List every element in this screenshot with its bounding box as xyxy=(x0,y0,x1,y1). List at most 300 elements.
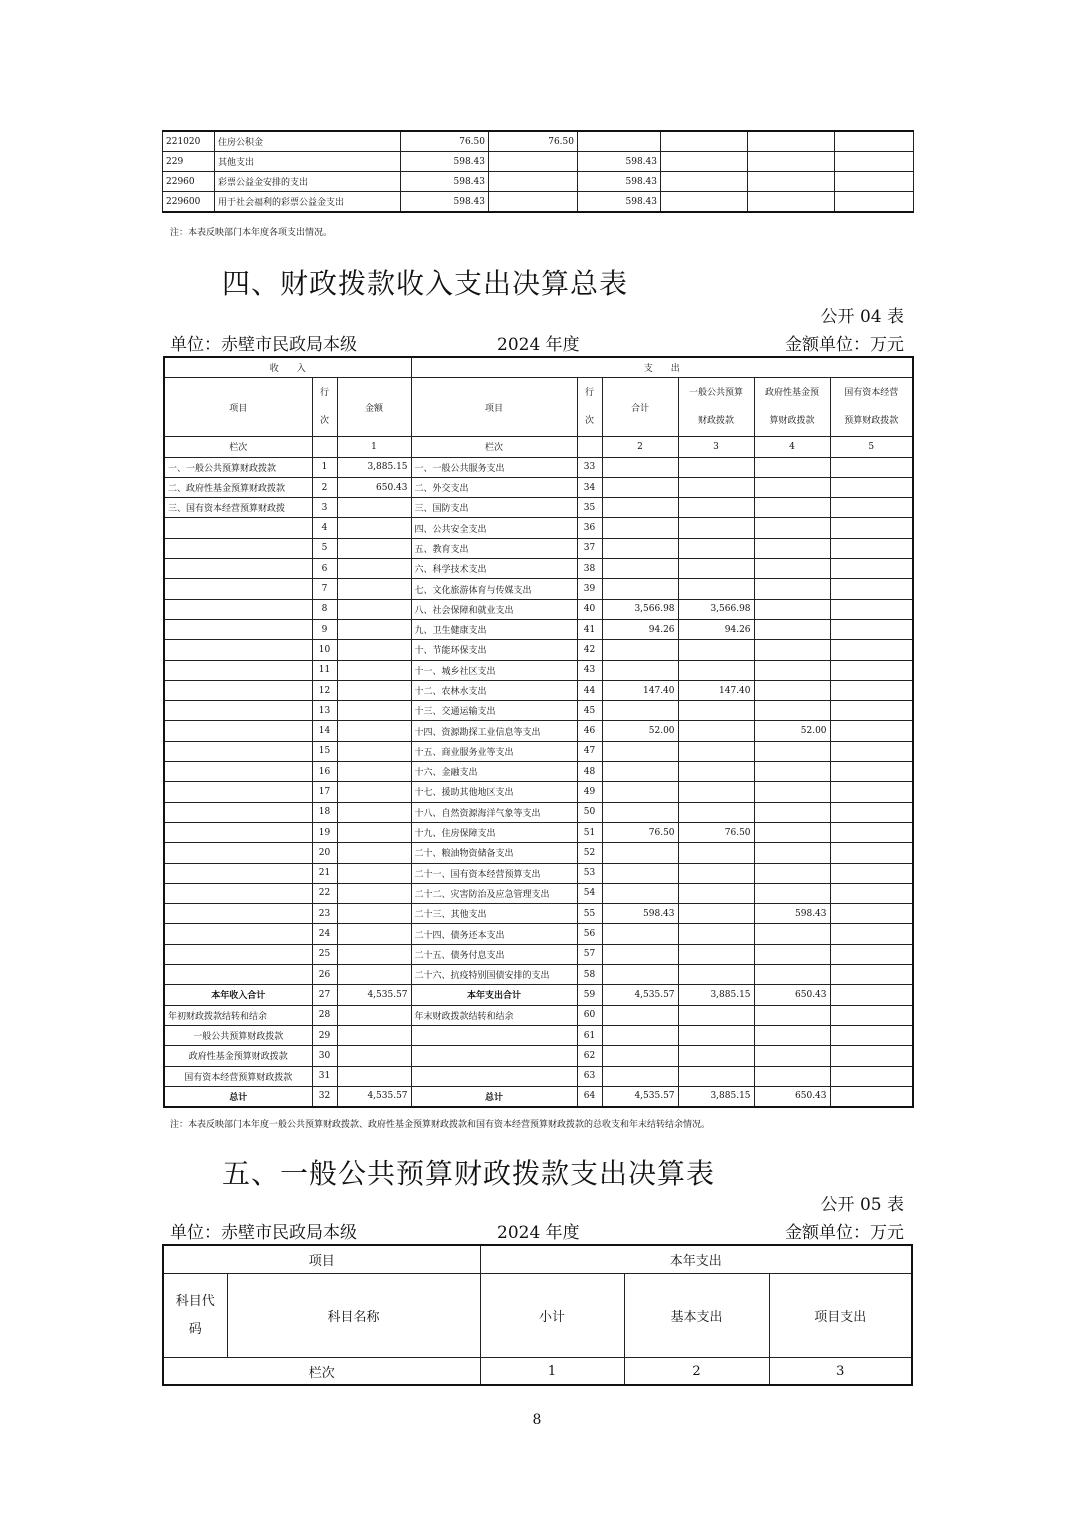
expense-line-no: 53 xyxy=(577,863,602,883)
expense-line-no: 40 xyxy=(577,599,602,619)
income-item: 总计 xyxy=(164,1086,312,1107)
income-amount xyxy=(337,802,411,822)
gov-fund-value xyxy=(754,924,830,944)
subject-code: 22960 xyxy=(163,172,215,192)
empty-cell xyxy=(748,131,835,152)
table-row xyxy=(164,741,913,761)
col-index-3: 3 xyxy=(678,437,754,457)
t3-col-3: 3 xyxy=(769,1358,912,1386)
gov-fund-value xyxy=(754,1066,830,1086)
expense-item: 本年支出合计 xyxy=(411,985,577,1005)
expense-total xyxy=(602,883,678,903)
expense-line-no: 37 xyxy=(577,538,602,558)
general-budget-value xyxy=(678,782,754,802)
expense-line-no: 44 xyxy=(577,680,602,700)
expense-total xyxy=(602,640,678,660)
expense-line-no: 48 xyxy=(577,762,602,782)
table-row xyxy=(163,131,914,152)
income-line-no: 20 xyxy=(312,843,337,863)
expense-detail-table xyxy=(162,130,914,213)
expense-total xyxy=(602,1046,678,1066)
income-amount xyxy=(337,579,411,599)
table-row xyxy=(164,599,913,619)
table-row xyxy=(164,579,913,599)
general-budget-value xyxy=(678,762,754,782)
expense-item: 八、社会保障和就业支出 xyxy=(411,599,577,619)
expense-line-no: 36 xyxy=(577,518,602,538)
section4-title: 四、财政拨款收入支出决算总表 xyxy=(222,267,629,300)
t3-project-header: 项目支出 xyxy=(769,1274,912,1358)
income-line-no: 12 xyxy=(312,680,337,700)
general-budget-value xyxy=(678,802,754,822)
income-line-no: 10 xyxy=(312,640,337,660)
expense-item: 十、节能环保支出 xyxy=(411,640,577,660)
t3-col-2: 2 xyxy=(624,1358,769,1386)
income-amount xyxy=(337,1025,411,1045)
expense-item: 二十、粮油物资储备支出 xyxy=(411,843,577,863)
income-item: 年初财政拨款结转和结余 xyxy=(164,1005,312,1025)
t3-subheader-row xyxy=(163,1274,912,1358)
soe-value xyxy=(830,721,913,741)
general-budget-value: 3,566.98 xyxy=(678,599,754,619)
expense-line-no: 38 xyxy=(577,559,602,579)
income-line-header: 行 次 xyxy=(312,378,337,437)
expense-item: 十九、住房保障支出 xyxy=(411,822,577,842)
total-value: 598.43 xyxy=(401,172,489,192)
fiscal-summary-table xyxy=(163,356,914,1108)
total-value: 598.43 xyxy=(401,192,489,213)
table-row xyxy=(163,172,914,192)
income-line-no: 27 xyxy=(312,985,337,1005)
general-budget-value: 147.40 xyxy=(678,680,754,700)
income-line-no: 29 xyxy=(312,1025,337,1045)
income-line-no: 30 xyxy=(312,1046,337,1066)
income-amount xyxy=(337,965,411,985)
general-budget-value: 94.26 xyxy=(678,619,754,639)
table-row xyxy=(164,498,913,518)
income-item xyxy=(164,559,312,579)
income-item: 二、政府性基金预算财政拨款 xyxy=(164,477,312,497)
gov-fund-value: 650.43 xyxy=(754,985,830,1005)
t3-code-header: 科目代 码 xyxy=(163,1274,227,1358)
section4-code: 公开 04 表 xyxy=(820,307,904,327)
empty-cell xyxy=(748,192,835,213)
soe-value xyxy=(830,985,913,1005)
income-line-no: 26 xyxy=(312,965,337,985)
general-budget-value xyxy=(678,965,754,985)
expense-total: 147.40 xyxy=(602,680,678,700)
soe-value xyxy=(830,457,913,477)
table1-note: 注：本表反映部门本年度各项支出情况。 xyxy=(170,228,333,238)
general-budget-value xyxy=(678,883,754,903)
general-budget-value: 76.50 xyxy=(678,822,754,842)
income-item xyxy=(164,680,312,700)
empty-cell xyxy=(748,152,835,172)
expense-total xyxy=(602,924,678,944)
general-budget-value xyxy=(678,660,754,680)
expense-line-no: 51 xyxy=(577,822,602,842)
soe-header: 国有资本经营 预算财政拨款 xyxy=(830,378,913,437)
income-amount xyxy=(337,721,411,741)
gov-fund-value xyxy=(754,477,830,497)
income-item xyxy=(164,579,312,599)
income-item: 一般公共预算财政拨款 xyxy=(164,1025,312,1045)
t3-item-header: 项目 xyxy=(163,1245,480,1274)
income-item xyxy=(164,599,312,619)
gov-fund-value xyxy=(754,965,830,985)
income-line-no: 3 xyxy=(312,498,337,518)
subject-code: 221020 xyxy=(163,131,215,152)
income-item xyxy=(164,924,312,944)
income-item: 政府性基金预算财政拨款 xyxy=(164,1046,312,1066)
expense-total xyxy=(602,518,678,538)
section4-unit: 单位：赤壁市民政局本级 xyxy=(170,335,357,355)
t3-this-year-header: 本年支出 xyxy=(480,1245,912,1274)
income-item xyxy=(164,741,312,761)
general-budget-value xyxy=(678,1066,754,1086)
expense-total xyxy=(602,477,678,497)
income-item xyxy=(164,538,312,558)
income-item xyxy=(164,944,312,964)
subject-name: 用于社会福利的彩票公益金支出 xyxy=(215,192,401,213)
expense-item xyxy=(411,1066,577,1086)
expense-total: 76.50 xyxy=(602,822,678,842)
expense-total xyxy=(602,1025,678,1045)
income-amount: 4,535.57 xyxy=(337,985,411,1005)
income-amount xyxy=(337,741,411,761)
income-amount xyxy=(337,518,411,538)
income-item xyxy=(164,721,312,741)
expense-item: 三、国防支出 xyxy=(411,498,577,518)
expense-total xyxy=(602,741,678,761)
gov-fund-value: 52.00 xyxy=(754,721,830,741)
expense-item: 总计 xyxy=(411,1086,577,1107)
income-line-no: 24 xyxy=(312,924,337,944)
column-index-row xyxy=(164,437,913,457)
income-amount-header: 金额 xyxy=(337,378,411,437)
t3-lanci: 栏次 xyxy=(163,1358,480,1386)
expense-line-no: 42 xyxy=(577,640,602,660)
income-line-no: 1 xyxy=(312,457,337,477)
expense-line-no: 33 xyxy=(577,457,602,477)
expense-item: 一、一般公共服务支出 xyxy=(411,457,577,477)
t3-basic-header: 基本支出 xyxy=(624,1274,769,1358)
income-line-no: 21 xyxy=(312,863,337,883)
income-line-no: 6 xyxy=(312,559,337,579)
expense-line-no: 64 xyxy=(577,1086,602,1107)
empty-cell xyxy=(748,172,835,192)
project-value xyxy=(578,131,661,152)
section5-unit: 单位：赤壁市民政局本级 xyxy=(170,1223,357,1243)
income-item xyxy=(164,782,312,802)
income-item: 一、一般公共预算财政拨款 xyxy=(164,457,312,477)
income-item xyxy=(164,843,312,863)
income-item-header: 项目 xyxy=(164,378,312,437)
expense-item: 二十五、债务付息支出 xyxy=(411,944,577,964)
table-row xyxy=(164,640,913,660)
income-line-no: 7 xyxy=(312,579,337,599)
general-budget-value xyxy=(678,904,754,924)
soe-value xyxy=(830,680,913,700)
income-line-no: 5 xyxy=(312,538,337,558)
subject-name: 住房公积金 xyxy=(215,131,401,152)
expense-total xyxy=(602,863,678,883)
income-amount xyxy=(337,924,411,944)
income-line-no: 8 xyxy=(312,599,337,619)
expense-item-header: 项目 xyxy=(411,378,577,437)
table-row xyxy=(164,701,913,721)
expense-total xyxy=(602,457,678,477)
gov-fund-value xyxy=(754,1046,830,1066)
income-item xyxy=(164,640,312,660)
expense-item: 二十一、国有资本经营预算支出 xyxy=(411,863,577,883)
soe-value xyxy=(830,660,913,680)
expense-line-no: 47 xyxy=(577,741,602,761)
empty-cell xyxy=(661,172,748,192)
income-amount: 650.43 xyxy=(337,477,411,497)
income-amount: 3,885.15 xyxy=(337,457,411,477)
soe-value xyxy=(830,579,913,599)
expense-item: 十二、农林水支出 xyxy=(411,680,577,700)
expense-total xyxy=(602,538,678,558)
soe-value xyxy=(830,883,913,903)
table-row xyxy=(164,457,913,477)
project-value: 598.43 xyxy=(578,172,661,192)
soe-value xyxy=(830,1005,913,1025)
expense-item: 五、教育支出 xyxy=(411,538,577,558)
empty-cell xyxy=(661,131,748,152)
table-row xyxy=(164,782,913,802)
gov-fund-value xyxy=(754,538,830,558)
expense-total xyxy=(602,1005,678,1025)
gov-fund-value xyxy=(754,802,830,822)
general-budget-value xyxy=(678,559,754,579)
gov-fund-value xyxy=(754,883,830,903)
basic-value xyxy=(489,172,578,192)
expense-line-no: 34 xyxy=(577,477,602,497)
expense-item xyxy=(411,1046,577,1066)
income-item xyxy=(164,619,312,639)
table-row xyxy=(164,721,913,741)
subject-name: 彩票公益金安排的支出 xyxy=(215,172,401,192)
total-value: 76.50 xyxy=(401,131,489,152)
table-row xyxy=(164,680,913,700)
expense-line-no: 55 xyxy=(577,904,602,924)
section4-amount-unit: 金额单位：万元 xyxy=(785,335,904,355)
page-number: 8 xyxy=(532,1412,542,1428)
table-row xyxy=(163,192,914,213)
gov-fund-value xyxy=(754,762,830,782)
table-row xyxy=(164,863,913,883)
income-line-no: 22 xyxy=(312,883,337,903)
soe-value xyxy=(830,518,913,538)
expense-total xyxy=(602,701,678,721)
expense-total xyxy=(602,762,678,782)
project-value: 598.43 xyxy=(578,152,661,172)
income-amount: 4,535.57 xyxy=(337,1086,411,1107)
gov-fund-value xyxy=(754,680,830,700)
subject-code: 229600 xyxy=(163,192,215,213)
expense-total: 94.26 xyxy=(602,619,678,639)
general-budget-value xyxy=(678,741,754,761)
gov-fund-value xyxy=(754,944,830,964)
total-header: 合计 xyxy=(602,378,678,437)
expense-item xyxy=(411,1025,577,1045)
gov-fund-value xyxy=(754,1025,830,1045)
empty-cell xyxy=(661,152,748,172)
soe-value xyxy=(830,1086,913,1107)
soe-value xyxy=(830,559,913,579)
table-row xyxy=(164,538,913,558)
gov-fund-value xyxy=(754,822,830,842)
income-item xyxy=(164,863,312,883)
income-amount xyxy=(337,619,411,639)
income-item: 国有资本经营预算财政拨款 xyxy=(164,1066,312,1086)
soe-value xyxy=(830,965,913,985)
expense-line-no: 60 xyxy=(577,1005,602,1025)
general-budget-value xyxy=(678,1046,754,1066)
empty-cell xyxy=(835,152,914,172)
expense-line-no: 43 xyxy=(577,660,602,680)
soe-value xyxy=(830,619,913,639)
table-row xyxy=(164,944,913,964)
expense-line-no: 49 xyxy=(577,782,602,802)
col-index-2: 2 xyxy=(602,437,678,457)
empty-cell xyxy=(835,192,914,213)
soe-value xyxy=(830,701,913,721)
income-amount xyxy=(337,498,411,518)
general-budget-value xyxy=(678,538,754,558)
table-row xyxy=(164,843,913,863)
header-group-row xyxy=(164,357,913,378)
t3-header-row xyxy=(163,1245,912,1274)
income-item xyxy=(164,660,312,680)
expense-item: 十七、援助其他地区支出 xyxy=(411,782,577,802)
general-budget-value xyxy=(678,457,754,477)
expense-item: 十五、商业服务业等支出 xyxy=(411,741,577,761)
gov-fund-value: 598.43 xyxy=(754,904,830,924)
expense-line-no: 62 xyxy=(577,1046,602,1066)
soe-value xyxy=(830,599,913,619)
soe-value xyxy=(830,538,913,558)
expense-item: 十六、金融支出 xyxy=(411,762,577,782)
expense-total xyxy=(602,965,678,985)
table-row xyxy=(163,152,914,172)
income-amount xyxy=(337,782,411,802)
gov-fund-value xyxy=(754,498,830,518)
expense-line-no: 39 xyxy=(577,579,602,599)
soe-value xyxy=(830,822,913,842)
table-row xyxy=(164,904,913,924)
expense-item: 七、文化旅游体育与传媒支出 xyxy=(411,579,577,599)
gov-fund-value xyxy=(754,1005,830,1025)
gov-fund-value xyxy=(754,782,830,802)
expense-item: 二十三、其他支出 xyxy=(411,904,577,924)
soe-value xyxy=(830,762,913,782)
income-header: 收 入 xyxy=(164,357,411,378)
expense-total xyxy=(602,843,678,863)
expense-line-no: 61 xyxy=(577,1025,602,1045)
soe-value xyxy=(830,944,913,964)
soe-value xyxy=(830,1046,913,1066)
table2-note: 注：本表反映部门本年度一般公共预算财政拨款、政府性基金预算财政拨款和国有资本经营预算财政拨款的总收支和年末结转结余情况。 xyxy=(170,1120,711,1130)
section5-year: 2024 年度 xyxy=(497,1223,580,1243)
col-index-5: 5 xyxy=(830,437,913,457)
expense-header: 支 出 xyxy=(411,357,913,378)
subject-code: 229 xyxy=(163,152,215,172)
soe-value xyxy=(830,863,913,883)
basic-value xyxy=(489,192,578,213)
income-line-no: 25 xyxy=(312,944,337,964)
soe-value xyxy=(830,498,913,518)
income-amount xyxy=(337,559,411,579)
income-amount xyxy=(337,640,411,660)
income-line-no: 11 xyxy=(312,660,337,680)
general-budget-value xyxy=(678,477,754,497)
table-row xyxy=(164,1086,913,1107)
expense-line-no: 63 xyxy=(577,1066,602,1086)
expense-line-no: 41 xyxy=(577,619,602,639)
income-item xyxy=(164,965,312,985)
general-budget-value xyxy=(678,1005,754,1025)
table-row xyxy=(164,762,913,782)
income-item: 本年收入合计 xyxy=(164,985,312,1005)
gov-fund-value xyxy=(754,843,830,863)
income-line-no: 16 xyxy=(312,762,337,782)
soe-value xyxy=(830,640,913,660)
soe-value xyxy=(830,741,913,761)
soe-value xyxy=(830,1025,913,1045)
soe-value xyxy=(830,924,913,944)
general-budget-expense-table xyxy=(162,1244,913,1386)
lanci-label: 栏次 xyxy=(164,437,312,457)
expense-line-no: 58 xyxy=(577,965,602,985)
income-line-no: 14 xyxy=(312,721,337,741)
col-index-4: 4 xyxy=(754,437,830,457)
expense-total: 598.43 xyxy=(602,904,678,924)
expense-total: 52.00 xyxy=(602,721,678,741)
income-amount xyxy=(337,822,411,842)
empty-cell xyxy=(835,131,914,152)
income-item xyxy=(164,518,312,538)
table-row xyxy=(164,1066,913,1086)
expense-item: 二、外交支出 xyxy=(411,477,577,497)
expense-item: 九、卫生健康支出 xyxy=(411,619,577,639)
expense-total: 4,535.57 xyxy=(602,1086,678,1107)
gov-fund-value xyxy=(754,559,830,579)
general-budget-value xyxy=(678,863,754,883)
expense-line-no: 45 xyxy=(577,701,602,721)
general-budget-value xyxy=(678,701,754,721)
project-value: 598.43 xyxy=(578,192,661,213)
income-amount xyxy=(337,883,411,903)
income-amount xyxy=(337,660,411,680)
gov-fund-value xyxy=(754,660,830,680)
soe-value xyxy=(830,1066,913,1086)
income-amount xyxy=(337,863,411,883)
table-row xyxy=(164,559,913,579)
general-budget-value xyxy=(678,924,754,944)
table-row xyxy=(164,477,913,497)
expense-item: 二十二、灾害防治及应急管理支出 xyxy=(411,883,577,903)
lanci-label: 栏次 xyxy=(411,437,577,457)
income-line-no: 18 xyxy=(312,802,337,822)
section5-code: 公开 05 表 xyxy=(820,1195,904,1215)
soe-value xyxy=(830,802,913,822)
col-index-1: 1 xyxy=(337,437,411,457)
soe-value xyxy=(830,843,913,863)
empty-cell xyxy=(661,192,748,213)
